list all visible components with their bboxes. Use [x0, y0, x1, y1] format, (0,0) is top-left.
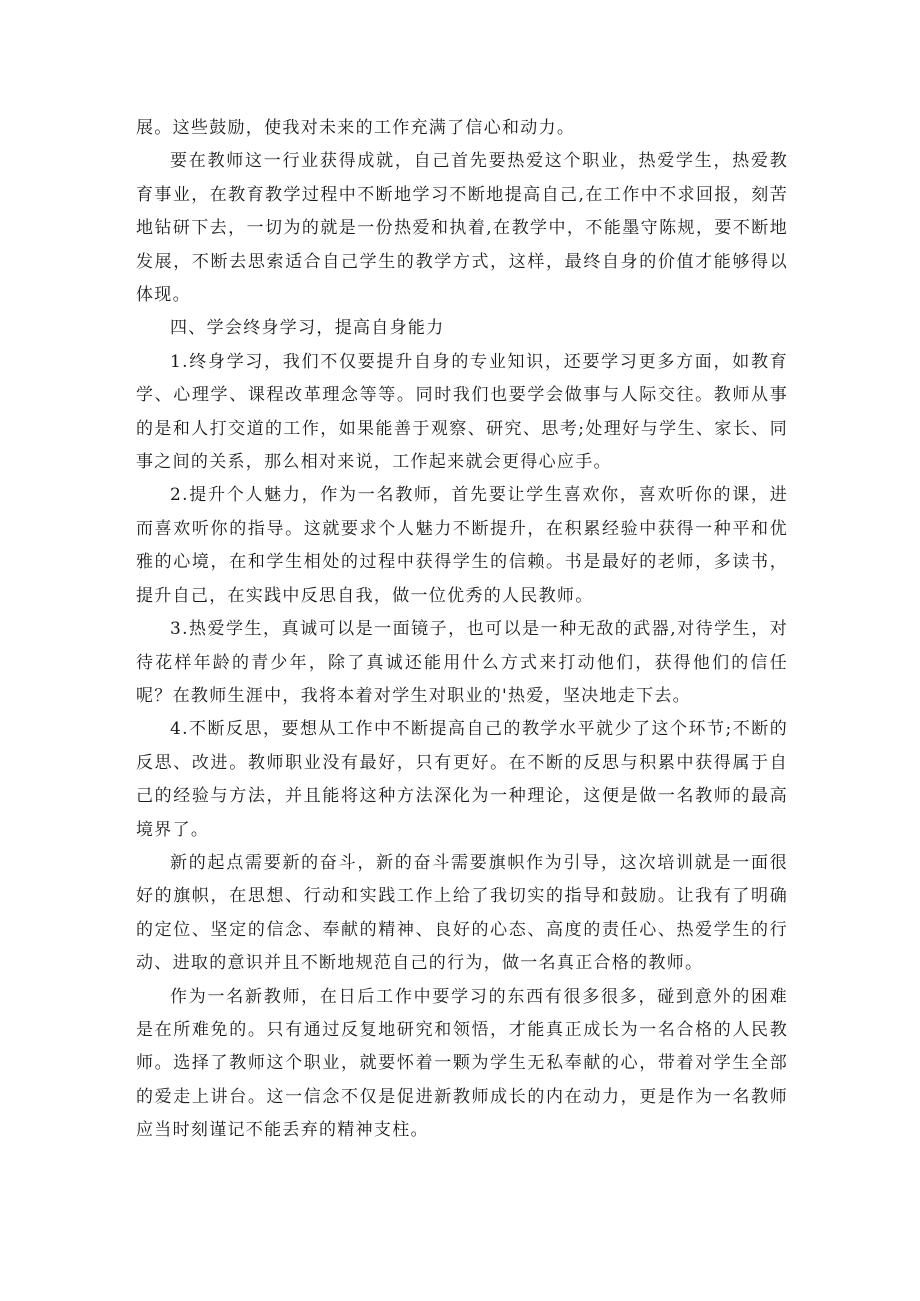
paragraph-new-teacher: 作为一名新教师，在日后工作中要学习的东西有很多很多，碰到意外的困难是在所难免的。只有通过反复地研究和领悟，才能真正成长为一名合格的人民教师。选择了教师这个职业，就要怀着一颗为学生无私奉献的心，带着对学生全部的爱走上讲台。这一信念不仅是促进新教师成长的内在动力，更是作为一名教师应当时刻谨记不能丢弃的精神支柱。 [136, 986, 788, 1141]
document-body [136, 112, 788, 1148]
paragraph-teacher-career: 要在教师这一行业获得成就，自己首先要热爱这个职业，热爱学生，热爱教育事业，在教育教学过程中不断地学习不断地提高自己,在工作中不求回报，刻苦地钻研下去，一切为的就是一份热爱和执着,在教学中，不能墨守陈规，要不断地发展，不断去思索适合自己学生的教学方式，这样，最终自身的价值才能够得以体现。 [136, 151, 788, 306]
paragraph-point-3: 3.热爱学生，真诚可以是一面镜子，也可以是一种无敌的武器,对待学生，对待花样年龄的青少年，除了真诚还能用什么方式来打动他们，获得他们的信任呢？在教师生涯中，我将本着对学生对职业的'热爱，坚决地走下去。 [136, 619, 788, 706]
paragraph-point-1: 1.终身学习，我们不仅要提升自身的专业知识，还要学习更多方面，如教育学、心理学、课程改革理念等等。同时我们也要学会做事与人际交往。教师从事的是和人打交道的工作，如果能善于观察、研究、思考;处理好与学生、家长、同事之间的关系，那么相对来说，工作起来就会更得心应手。 [136, 351, 788, 473]
section-heading-lifelong-learning: 四、学会终身学习，提高自身能力 [170, 318, 445, 339]
paragraph-point-4: 4.不断反思，要想从工作中不断提高自己的教学水平就少了这个环节;不断的反思、改进。教师职业没有最好，只有更好。在不断的反思与积累中获得属于自己的经验与方法，并且能将这种方法深化为一种理论，这便是做一名教师的最高境界了。 [136, 719, 788, 840]
paragraph-new-start: 新的起点需要新的奋斗，新的奋斗需要旗帜作为引导，这次培训就是一面很好的旗帜，在思想、行动和实践工作上给了我切实的指导和鼓励。让我有了明确的定位、坚定的信念、奉献的精神、良好的心态、高度的责任心、热爱学生的行动、进取的意识并且不断地规范自己的行为，做一名真正合格的教师。 [136, 852, 788, 974]
paragraph-point-2: 2.提升个人魅力，作为一名教师，首先要让学生喜欢你，喜欢听你的课，进而喜欢听你的指导。这就要求个人魅力不断提升，在积累经验中获得一种平和优雅的心境，在和学生相处的过程中获得学生的信赖。书是最好的老师，多读书，提升自己，在实践中反思自我，做一位优秀的人民教师。 [136, 485, 788, 606]
paragraph-continuation: 展。这些鼓励，使我对未来的工作充满了信心和动力。 [136, 118, 576, 138]
